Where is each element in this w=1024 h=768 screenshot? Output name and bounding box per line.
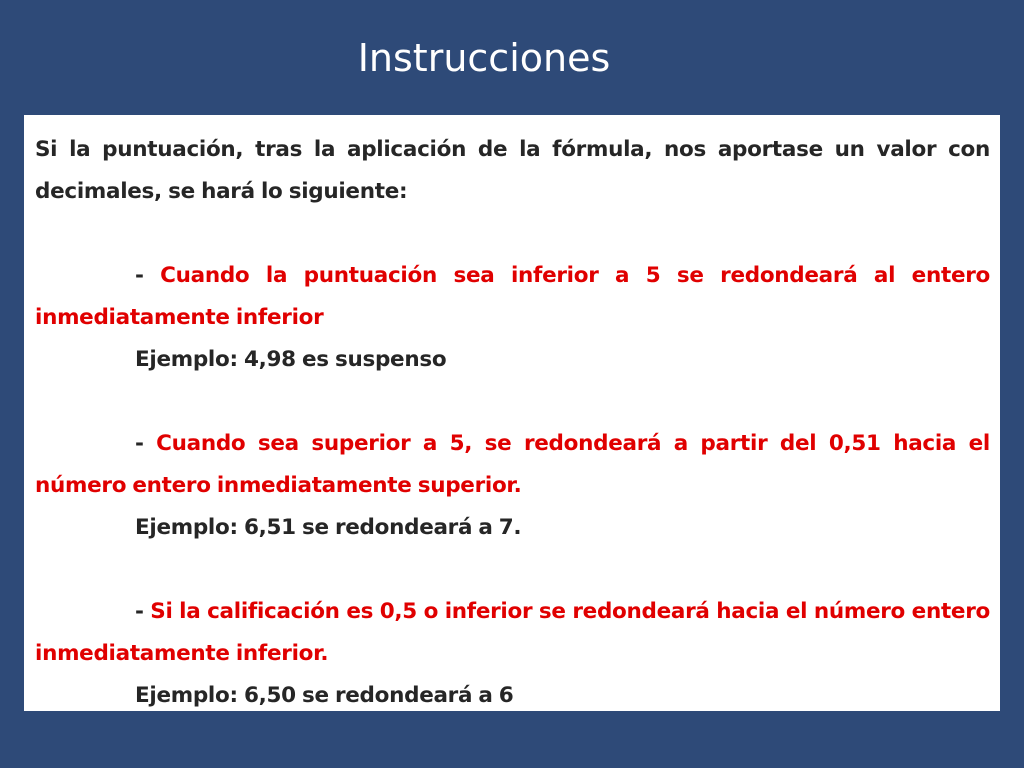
content-box: [24, 115, 1000, 711]
rule-2-text: Cuando sea superior a 5, se redondeará a partir del 0,51 hacia el número entero inmediatamente superior.: [35, 431, 990, 498]
rule-3-example: Ejemplo: 6,50 se redondeará a 6: [135, 683, 514, 708]
slide-title: Instrucciones: [357, 36, 611, 80]
rule-1-text: Cuando la puntuación sea inferior a 5 se redondeará al entero inmediatamente inferior: [35, 263, 991, 330]
rule-3: [35, 591, 990, 675]
spacer: [35, 549, 990, 591]
rule-1-example: Ejemplo: 4,98 es suspenso: [135, 347, 447, 372]
rule-3-text: Si la calificación es 0,5 o inferior se redondeará hacia el número entero inmediatamente inferior.: [35, 599, 990, 666]
spacer: [35, 381, 990, 423]
rule-1: [35, 255, 990, 339]
spacer: [35, 213, 990, 255]
intro-paragraph: Si la puntuación, tras la aplicación de la fórmula, nos aportase un valor con decimales, se hará lo siguiente:: [35, 137, 990, 204]
rule-1-dash: -: [135, 263, 144, 288]
rule-3-dash: -: [135, 599, 144, 624]
rule-2-dash: -: [135, 431, 144, 456]
rule-2-example: Ejemplo: 6,51 se redondeará a 7.: [135, 515, 522, 540]
rule-2: [35, 423, 990, 507]
